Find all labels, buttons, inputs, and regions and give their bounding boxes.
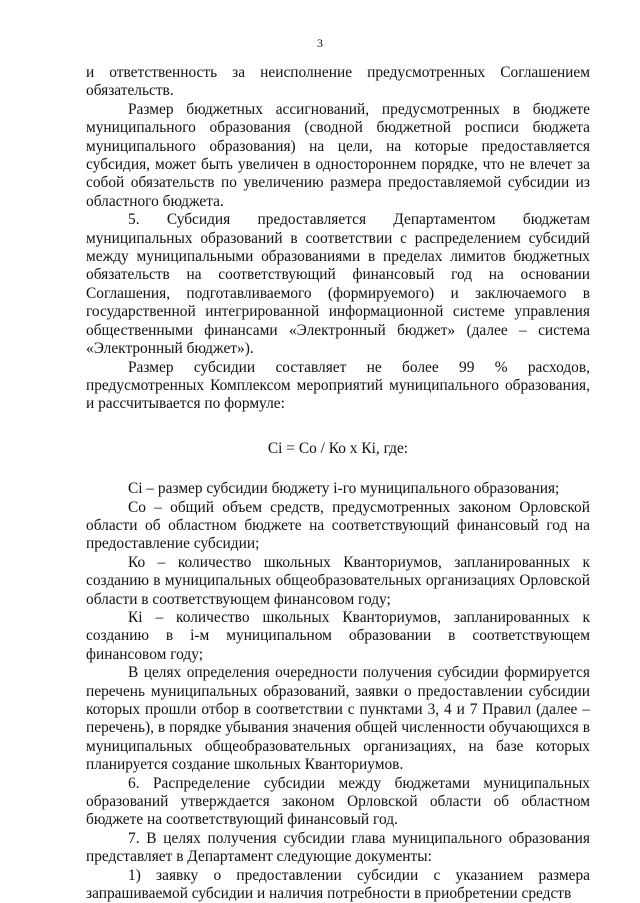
paragraph-priority-order: В целях определения очередности получения субсидии формируется перечень муниципальных образований, заявки о предоставлении субсидии которых прошли отбор в соответствии с пунктами 3, 4 и 7 Правил (далее – перечень), в порядке убывания значения общей численности обучающихся в муниципальных общеобразовательных организациях, на базе которых планируется создание школьных Кванториумов. [86, 664, 590, 774]
paragraph-item-5: 5. Субсидия предоставляется Департаментом бюджетам муниципальных образований в соответствии с распределением субсидий между муниципальными образованиями в пределах лимитов бюджетных обязательств на соответствующий финансовый год на основании Соглашения, подготавливаемого (формируемого) и заключаемого в государственной интегрированной информационной системе управления общественными финансами «Электронный бюджет» (далее – система «Электронный бюджет»). [86, 211, 590, 358]
paragraph-subsidy-size: Размер субсидии составляет не более 99 % расходов, предусмотренных Комплексом мероприятий муниципального образования, и рассчитывается по формуле: [86, 358, 590, 413]
paragraph-item-6: 6. Распределение субсидии между бюджетами муниципальных образований утверждается законом Орловской области об областном бюджете на соответствующий финансовый год. [86, 774, 590, 829]
paragraph-budget-allocations: Размер бюджетных ассигнований, предусмотренных в бюджете муниципального образования (сводной бюджетной росписи бюджета муниципального образования) на цели, на которые предоставляется субсидия, может быть увеличен в одностороннем порядке, что не влечет за собой обязательств по увеличению размера предоставляемой субсидии из областного бюджета. [86, 100, 590, 210]
document-body [86, 64, 590, 903]
definition-ci: Сi – размер субсидии бюджету i-го муниципального образования; [128, 480, 560, 498]
definition-co: Со – общий объем средств, предусмотренных законом Орловской области об областном бюджете на соответствующий финансовый год на предоставление субсидии; [86, 498, 590, 553]
definition-ko: Ко – количество школьных Кванториумов, запланированных к созданию в муниципальных общеобразовательных организациях Орловской области в соответствующем финансовом году; [86, 553, 590, 608]
page-number: 3 [317, 36, 323, 50]
paragraph-item-7-1: 1) заявку о предоставлении субсидии с указанием размера запрашиваемой субсидии и наличия потребности в приобретении средств [86, 866, 590, 903]
formula: Сi = Со / Ко х Кi, где: [267, 439, 409, 457]
paragraph-item-7: 7. В целях получения субсидии глава муниципального образования представляет в Департамент следующие документы: [86, 829, 590, 866]
paragraph-continuation: и ответственность за неисполнение предусмотренных Соглашением обязательств. [86, 64, 590, 100]
definition-ki: Кi – количество школьных Кванториумов, запланированных к созданию в i-м муниципальном образовании в соответствующем финансовом году; [86, 608, 590, 663]
